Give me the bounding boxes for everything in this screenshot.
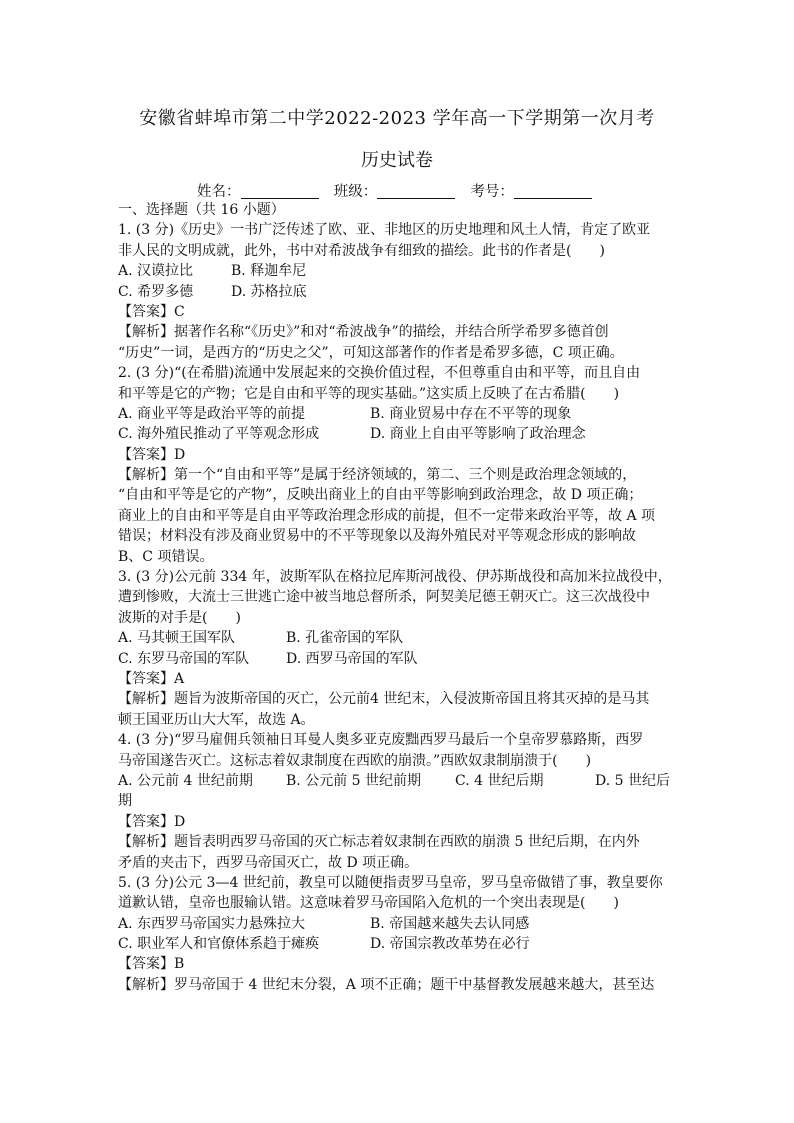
option-d: D. 苏格拉底 xyxy=(231,283,307,300)
option-d: D. 商业上自由平等影响了政治理念 xyxy=(370,426,586,443)
option-d: D. 西罗马帝国的军队 xyxy=(286,650,418,667)
analysis-text: 【解析】第一个“自由和平等”是属于经济领域的，第二、三个则是政治理念领域的， xyxy=(118,467,637,484)
option-a: A. 马其顿王国军队 xyxy=(118,630,236,647)
answer: 【答案】C xyxy=(118,303,185,320)
option-d-continued: 期 xyxy=(118,793,132,810)
analysis-text: 顿王国亚历山大大军，故选 A。 xyxy=(118,711,315,728)
option-a: A. 公元前 4 世纪前期 xyxy=(118,772,253,789)
exam-title: 安徽省蚌埠市第二中学2022-2023 学年高一下学期第一次月考 xyxy=(139,108,655,129)
options-row xyxy=(118,914,683,934)
option-b: B. 商业贸易中存在不平等的现象 xyxy=(370,405,572,422)
question-4 xyxy=(118,730,683,873)
question-text: 2. (3 分)“(在希腊)流通中发展起来的交换价值过程，不但尊重自由和平等，而且自由 xyxy=(118,365,641,382)
exam-subtitle: 历史试卷 xyxy=(361,150,433,171)
answer: 【答案】D xyxy=(118,813,186,830)
analysis-text: 【解析】题旨为波斯帝国的灭亡，公元前4 世纪末，入侵波斯帝国且将其灭掉的是马其 xyxy=(118,691,650,708)
option-c: C. 海外殖民推动了平等观念形成 xyxy=(118,426,320,443)
option-b: B. 帝国越来越失去认同感 xyxy=(370,915,530,932)
answer: 【答案】A xyxy=(118,670,185,687)
question-text: 遭到惨败，大流士三世逃亡途中被当地总督所杀，阿契美尼德王朝灭亡。这三次战役中 xyxy=(118,589,650,606)
student-info-row xyxy=(197,180,592,201)
question-text: 4. (3 分)“罗马雇佣兵领袖日耳曼人奥多亚克废黜西罗马最后一个皇帝罗慕路斯，西罗 xyxy=(118,732,644,749)
class-field[interactable] xyxy=(377,182,455,199)
name-label: 姓名： xyxy=(197,184,241,200)
option-c: C. 希罗多德 xyxy=(118,283,194,300)
exam-content xyxy=(118,200,683,995)
option-a: A. 商业平等是政治平等的前提 xyxy=(118,405,306,422)
options-row xyxy=(118,424,683,444)
analysis-text: 错误；材料没有涉及商业贸易中的不平等现象以及海外殖民对平等观念形成的影响故 xyxy=(118,528,636,545)
options-row xyxy=(118,628,683,648)
class-label: 班级： xyxy=(333,184,378,200)
question-text: 波斯的对手是( ) xyxy=(118,609,241,626)
answer: 【答案】D xyxy=(118,446,186,463)
options-row xyxy=(118,282,683,302)
option-c: C. 4 世纪后期 xyxy=(455,772,544,789)
analysis-text: “历史”一词，是西方的“历史之父”，可知这部著作的作者是希罗多德，C 项正确。 xyxy=(118,344,624,361)
options-row xyxy=(118,771,683,791)
exam-no-field[interactable] xyxy=(514,182,592,199)
option-d: D. 帝国宗教改革势在必行 xyxy=(370,936,530,953)
option-c: C. 职业军人和官僚体系趋于瘫痪 xyxy=(118,936,320,953)
question-text: 马帝国遂告灭亡。这标志着奴隶制度在西欧的崩溃。”西欧奴隶制崩溃于( ) xyxy=(118,752,592,769)
option-c: C. 东罗马帝国的军队 xyxy=(118,650,250,667)
analysis-text: 【解析】罗马帝国于 4 世纪末分裂，A 项不正确；题干中基督教发展越来越大，甚至达 xyxy=(118,976,655,993)
question-text: 5. (3 分)公元 3—4 世纪前，教皇可以随便指责罗马皇帝，罗马皇帝做错了事，教皇要你 xyxy=(118,874,663,891)
option-a: A. 东西罗马帝国实力悬殊拉大 xyxy=(118,915,306,932)
options-row xyxy=(118,649,683,669)
option-a: A. 汉谟拉比 xyxy=(118,263,194,280)
option-b: B. 公元前 5 世纪前期 xyxy=(286,772,421,789)
question-text: 3. (3 分)公元前 334 年，波斯军队在格拉尼库斯河战役、伊苏斯战役和高加米拉战役中， xyxy=(118,569,672,586)
question-text: 1. (3 分)《历史》一书广泛传述了欧、亚、非地区的历史地理和风土人情，肯定了欧亚 xyxy=(118,222,651,239)
question-text: 道歉认错，皇帝也服输认错。这意味着罗马帝国陷入危机的一个突出表现是( ) xyxy=(118,895,619,912)
analysis-text: 商业上的自由和平等是自由平等政治理念形成的前提，但不一定带来政治平等，故 A 项 xyxy=(118,507,656,524)
exam-no-label: 考号： xyxy=(470,184,514,200)
analysis-text: 【解析】据著作名称“《历史》”和对“希波战争”的描绘，并结合所学希罗多德首创 xyxy=(118,324,609,341)
name-field[interactable] xyxy=(241,182,319,199)
options-row xyxy=(118,934,683,954)
analysis-text: “自由和平等是它的产物”，反映出商业上的自由平等影响到政治理念，故 D 项正确； xyxy=(118,487,643,504)
analysis-text: 矛盾的夹击下，西罗马帝国灭亡，故 D 项正确。 xyxy=(118,854,419,871)
question-1 xyxy=(118,220,683,363)
analysis-text: B、C 项错误。 xyxy=(118,548,214,565)
question-3 xyxy=(118,567,683,730)
option-b: B. 孔雀帝国的军队 xyxy=(286,630,404,647)
question-text: 非人民的文明成就，此外，书中对希波战争有细致的描绘。此书的作者是( ) xyxy=(118,242,605,259)
answer: 【答案】B xyxy=(118,956,185,973)
option-b: B. 释迦牟尼 xyxy=(231,263,307,280)
analysis-text: 【解析】题旨表明西罗马帝国的灭亡标志着奴隶制在西欧的崩溃 5 世纪后期，在内外 xyxy=(118,834,640,851)
question-2 xyxy=(118,363,683,567)
option-d: D. 5 世纪后 xyxy=(595,772,670,789)
question-5 xyxy=(118,873,683,995)
section-heading: 一、选择题（共 16 小题） xyxy=(118,202,285,218)
question-text: 和平等是它的产物；它是自由和平等的现实基础。”这实质上反映了在古希腊( ) xyxy=(118,385,620,402)
options-row xyxy=(118,261,683,281)
options-row xyxy=(118,404,683,424)
